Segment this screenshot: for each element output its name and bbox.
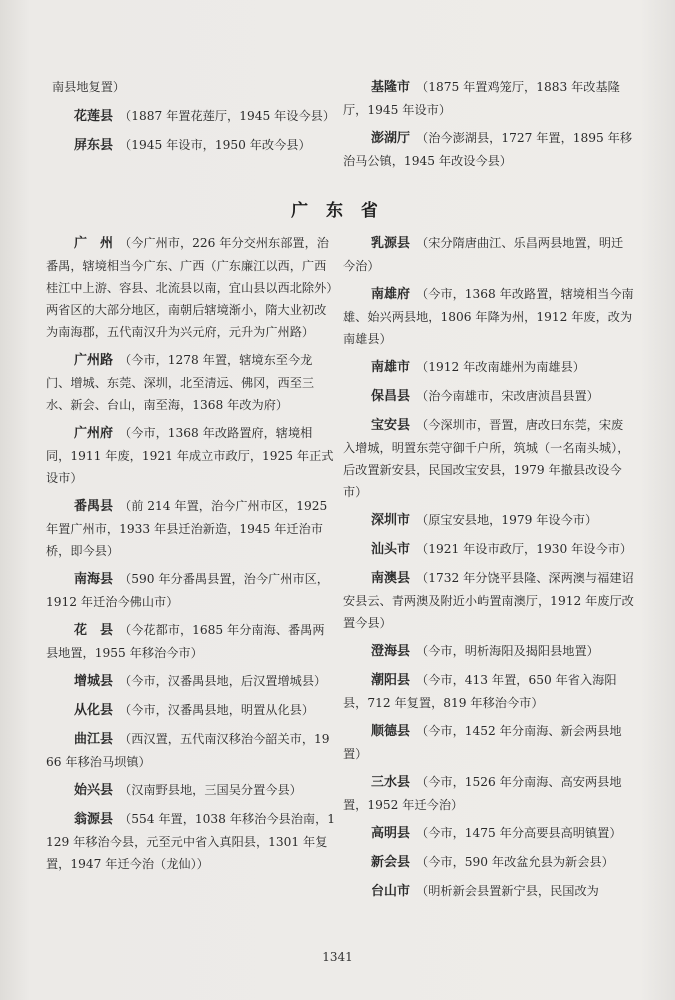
entry-headword: 三水县 bbox=[371, 775, 411, 790]
entry-headword: 汕头市 bbox=[371, 542, 411, 557]
entry-headword: 广州路 bbox=[74, 353, 114, 368]
entry-text: （明析新会县置新宁县，民国改为 bbox=[416, 884, 599, 898]
entry-text: （1945 年设市，1950 年改今县） bbox=[119, 138, 311, 152]
entry-right-7 bbox=[343, 567, 635, 634]
entry-right-5 bbox=[343, 509, 635, 532]
entry-left-3 bbox=[46, 495, 336, 562]
right-column bbox=[343, 232, 635, 909]
entry-text: （今市，1526 年分南海、高安两县地置，1952 年迁今治） bbox=[343, 775, 622, 812]
entry-text: （1912 年改南雄州为南雄县） bbox=[416, 360, 585, 374]
entry-headword: 花 县 bbox=[74, 623, 114, 638]
entry-headword: 翁源县 bbox=[74, 812, 114, 827]
entry-right-10 bbox=[343, 720, 635, 765]
entry-right-11 bbox=[343, 771, 635, 816]
entry-text: （今市，1368 年改路置，辖境相当今南雄、始兴两县地，1806 年降为州，1912 年废，改为南雄县） bbox=[343, 287, 634, 346]
entry-left-6 bbox=[46, 670, 336, 693]
entry-headword: 始兴县 bbox=[74, 783, 114, 798]
entry-right-9 bbox=[343, 669, 635, 714]
entry-right-12 bbox=[343, 822, 635, 845]
entry-right-6 bbox=[343, 538, 635, 561]
entry-text: （1887 年置花莲厅，1945 年设今县） bbox=[119, 109, 336, 123]
entry-tr-1 bbox=[343, 127, 635, 172]
entry-right-4 bbox=[343, 414, 635, 503]
entry-left-2 bbox=[46, 422, 336, 489]
entry-text: （今市，413 年置，650 年省入海阳县，712 年复置，819 年移治今市） bbox=[343, 673, 617, 710]
entry-text: （今市，明析海阳及揭阳县地置） bbox=[416, 644, 599, 658]
entry-headword: 从化县 bbox=[74, 703, 114, 718]
entry-headword: 澎湖厅 bbox=[371, 131, 411, 146]
entry-headword: 增城县 bbox=[74, 674, 114, 689]
entry-left-0 bbox=[46, 232, 336, 343]
entry-right-13 bbox=[343, 851, 635, 874]
page-number: 1341 bbox=[322, 950, 353, 964]
entry-right-2 bbox=[343, 356, 635, 379]
entry-headword: 新会县 bbox=[371, 855, 411, 870]
entry-text: （今市，590 年改盆允县为新会县） bbox=[416, 855, 614, 869]
entry-headword: 花莲县 bbox=[74, 109, 114, 124]
entry-text: （1875 年置鸡笼厅，1883 年改基隆厅，1945 年设市） bbox=[343, 80, 620, 117]
entry-headword: 曲江县 bbox=[74, 732, 114, 747]
entry-headword: 基隆市 bbox=[371, 80, 411, 95]
entry-right-1 bbox=[343, 283, 635, 350]
entry-text: （今花都市，1685 年分南海、番禺两县地置，1955 年移治今市） bbox=[46, 623, 325, 660]
entry-text: （590 年分番禺县置，治今广州市区，1912 年迁治今佛山市） bbox=[46, 572, 329, 609]
entry-tl-2 bbox=[46, 134, 336, 157]
entry-headword: 潮阳县 bbox=[371, 673, 411, 688]
entry-text: （宋分隋唐曲江、乐昌两县地置，明迁今治） bbox=[343, 236, 624, 273]
entry-headword: 广州府 bbox=[74, 426, 114, 441]
province-heading: 广 东 省 bbox=[291, 201, 384, 221]
entry-headword: 乳源县 bbox=[371, 236, 411, 251]
entry-text: （554 年置，1038 年移治今县治南，1129 年移治今县，元至元中省入真阳县，1301 年复置，1947 年迁今治（龙仙）） bbox=[46, 812, 336, 871]
entry-tl-1 bbox=[46, 105, 336, 128]
entry-headword: 保昌县 bbox=[371, 389, 411, 404]
entry-tr-0 bbox=[343, 76, 635, 121]
entry-text: （治今南雄市，宋改唐浈昌县置） bbox=[416, 389, 599, 403]
entry-headword: 番禺县 bbox=[74, 499, 114, 514]
entry-text: （原宝安县地，1979 年设今市） bbox=[416, 513, 598, 527]
entry-headword: 南海县 bbox=[74, 572, 114, 587]
entry-text: （1732 年分饶平县隆、深两澳与福建诏安县云、青两澳及附近小屿置南澳厅，1912 年废厅改置今县） bbox=[343, 571, 634, 630]
entry-left-10 bbox=[46, 808, 336, 875]
left-column bbox=[46, 232, 336, 881]
entry-headword: 广 州 bbox=[74, 236, 114, 251]
entry-text: （前 214 年置，治今广州市区，1925 年置广州市，1933 年县迁治新造，1945 年迁治市桥，即今县） bbox=[46, 499, 328, 558]
entry-text: （今市，汉番禺县地，后汉置增城县） bbox=[119, 674, 327, 688]
entry-left-4 bbox=[46, 568, 336, 613]
entry-headword: 南澳县 bbox=[371, 571, 411, 586]
entry-right-14 bbox=[343, 880, 635, 903]
entry-headword: 深圳市 bbox=[371, 513, 411, 528]
entry-text: （今市，1475 年分高要县高明镇置） bbox=[416, 826, 622, 840]
entry-text: 南县地复置） bbox=[52, 80, 126, 94]
entry-headword: 台山市 bbox=[371, 884, 411, 899]
entry-headword: 南雄府 bbox=[371, 287, 411, 302]
top-right-column bbox=[343, 76, 635, 178]
entry-left-9 bbox=[46, 779, 336, 802]
entry-right-0 bbox=[343, 232, 635, 277]
entry-text: （今市，汉番禺县地，明置从化县） bbox=[119, 703, 315, 717]
entry-headword: 高明县 bbox=[371, 826, 411, 841]
entry-headword: 屏东县 bbox=[74, 138, 114, 153]
entry-text: （西汉置，五代南汉移治今韶关市，1966 年移治马坝镇） bbox=[46, 732, 330, 769]
entry-right-8 bbox=[343, 640, 635, 663]
entry-headword: 南雄市 bbox=[371, 360, 411, 375]
entry-left-5 bbox=[46, 619, 336, 664]
entry-text: （1921 年设市政厅，1930 年设今市） bbox=[416, 542, 633, 556]
entry-left-8 bbox=[46, 728, 336, 773]
entry-text: （今市，1278 年置，辖境东至今龙门、增城、东莞、深圳，北至清远、佛冈，西至三水、新会、台山，南至海，1368 年改为府） bbox=[46, 353, 315, 412]
entry-left-1 bbox=[46, 349, 336, 416]
entry-text: （治今澎湖县，1727 年置，1895 年移治马公镇，1945 年改设今县） bbox=[343, 131, 633, 168]
entry-headword: 宝安县 bbox=[371, 418, 411, 433]
top-left-column bbox=[46, 76, 336, 163]
entry-text: （今市，1368 年改路置府，辖境相同，1911 年废，1921 年成立市政厅，1925 年正式设市） bbox=[46, 426, 334, 485]
entry-tl-0 bbox=[46, 76, 336, 99]
entry-text: （今深圳市，晋置，唐改曰东莞，宋废入增城，明置东莞守御千户所，筑城（一名南头城），后改置新安县，民国改宝安县，1979 年撤县改设今市） bbox=[343, 418, 630, 499]
entry-text: （今广州市，226 年分交州东部置，治番禺，辖境相当今广东、广西（广东廉江以西，广西桂江中上游、容县、北流县以南，宜山县以西北除外）两省区的大部分地区，南朝后辖境渐小，隋大业初改为南海郡，五代南汉升为兴元府，元升为广州路） bbox=[46, 236, 333, 339]
entry-left-7 bbox=[46, 699, 336, 722]
entry-right-3 bbox=[343, 385, 635, 408]
entry-text: （今市，1452 年分南海、新会两县地置） bbox=[343, 724, 622, 761]
entry-headword: 顺德县 bbox=[371, 724, 411, 739]
entry-text: （汉南野县地，三国吴分置今县） bbox=[119, 783, 302, 797]
entry-headword: 澄海县 bbox=[371, 644, 411, 659]
